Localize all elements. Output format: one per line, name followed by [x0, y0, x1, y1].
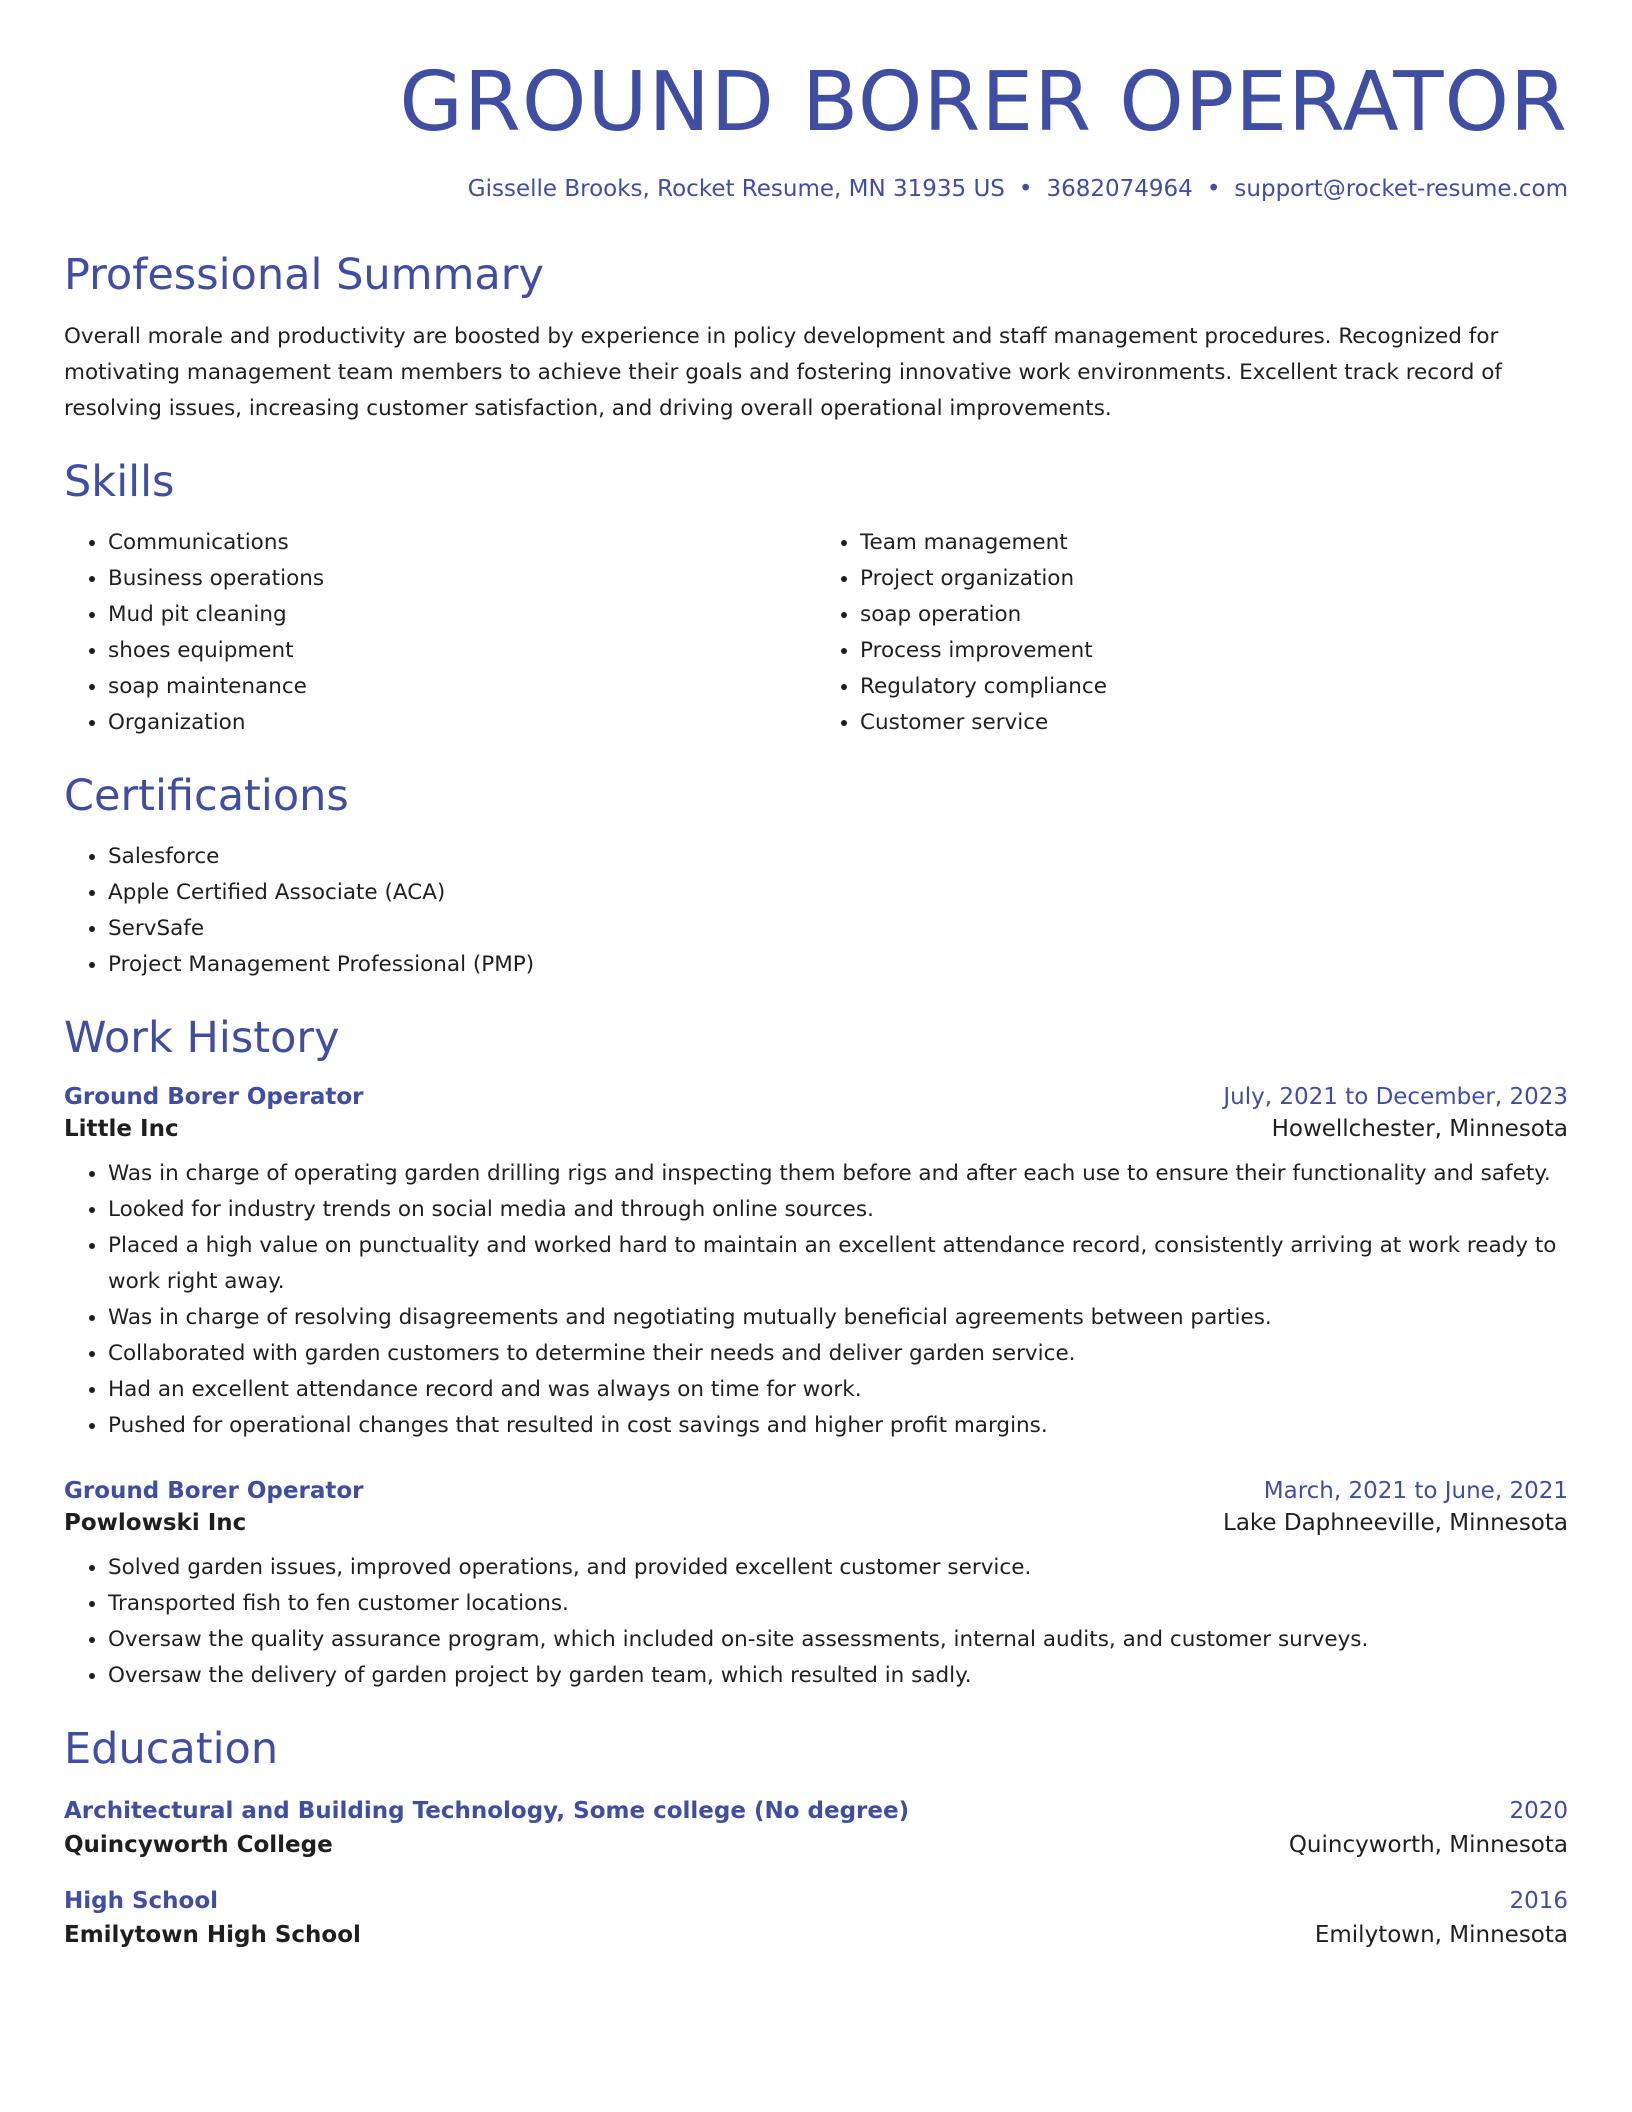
certification-item: • Salesforce [108, 839, 1568, 875]
skill-item: • Regulatory compliance [860, 669, 1568, 705]
contact-email: support@rocket-resume.com [1234, 176, 1568, 203]
skill-item: • Customer service [860, 705, 1568, 741]
skill-item: • Business operations [108, 561, 816, 597]
skill-item: • Communications [108, 525, 816, 561]
job-bullets [64, 1550, 1568, 1694]
job-dates: March, 2021 to June, 2021 [1263, 1478, 1568, 1505]
skill-item: • Process improvement [860, 633, 1568, 669]
skills-list-left [64, 525, 816, 741]
skills-heading: Skills [64, 457, 175, 508]
job-bullet: • Had an excellent attendance record and was always on time for work. [108, 1372, 1568, 1408]
skill-item: • Organization [108, 705, 816, 741]
education-school: Quincyworth College [64, 1831, 333, 1858]
work-history-heading: Work History [64, 1012, 340, 1063]
contact-line [64, 176, 1568, 204]
skill-item: • soap maintenance [108, 669, 816, 705]
education-entry [64, 1798, 1568, 1858]
job-bullet: • Oversaw the quality assurance program, which included on-site assessments, internal audits, and customer surveys. [108, 1622, 1568, 1658]
education-school: Emilytown High School [64, 1921, 361, 1948]
contact-phone: 3682074964 [1046, 176, 1193, 203]
skills-columns [64, 525, 1568, 741]
job-company: Powlowski Inc [64, 1510, 247, 1537]
job-entry [64, 1478, 1568, 1694]
contact-separator: • [1018, 176, 1033, 203]
certification-item: • Project Management Professional (PMP) [108, 947, 1568, 983]
education-heading: Education [64, 1724, 279, 1775]
certifications-list [64, 839, 1568, 983]
job-role: Ground Borer Operator [64, 1478, 364, 1505]
skills-section [64, 457, 1568, 741]
job-bullet: • Placed a high value on punctuality and worked hard to maintain an excellent attendance record, consistently arriving at work ready to work right away. [108, 1228, 1568, 1300]
job-bullet: • Oversaw the delivery of garden project by garden team, which resulted in sadly. [108, 1658, 1568, 1694]
job-location: Lake Daphneeville, Minnesota [1223, 1510, 1568, 1537]
job-bullet: • Transported fish to fen customer locations. [108, 1586, 1568, 1622]
education-year: 2020 [1509, 1797, 1568, 1824]
skill-item: • soap operation [860, 597, 1568, 633]
skill-item: • Mud pit cleaning [108, 597, 816, 633]
job-bullet: • Was in charge of operating garden drilling rigs and inspecting them before and after each use to ensure their functionality and safety. [108, 1156, 1568, 1192]
resume-title: GROUND BORER OPERATOR [399, 55, 1568, 150]
certification-item: • ServSafe [108, 911, 1568, 947]
education-location: Emilytown, Minnesota [1314, 1921, 1568, 1948]
education-section [64, 1724, 1568, 1948]
contact-separator: • [1206, 176, 1221, 203]
skill-item: • shoes equipment [108, 633, 816, 669]
job-bullet: • Pushed for operational changes that resulted in cost savings and higher profit margins. [108, 1408, 1568, 1444]
job-dates: July, 2021 to December, 2023 [1223, 1084, 1568, 1111]
education-entry [64, 1888, 1568, 1948]
education-degree: High School [64, 1887, 219, 1914]
education-degree: Architectural and Building Technology, Some college (No degree) [64, 1797, 910, 1824]
job-company: Little Inc [64, 1116, 179, 1143]
contact-address: Gisselle Brooks, Rocket Resume, MN 31935 US [467, 176, 1005, 203]
work-history-section [64, 1013, 1568, 1695]
certifications-heading: Certifications [64, 770, 349, 821]
certifications-section [64, 771, 1568, 983]
skills-list-right [816, 525, 1568, 741]
certification-item: • Apple Certified Associate (ACA) [108, 875, 1568, 911]
education-location: Quincyworth, Minnesota [1288, 1831, 1568, 1858]
job-bullet: • Looked for industry trends on social media and through online sources. [108, 1192, 1568, 1228]
skill-item: • Project organization [860, 561, 1568, 597]
summary-text: Overall morale and productivity are boosted by experience in policy development and staff management procedures. Recognized for motivating management team members to achieve their goals and fostering innovative work environments. Excellent track record of resolving issues, increasing customer satisfaction, and driving overall operational improvements. [64, 324, 1502, 422]
job-bullet: • Was in charge of resolving disagreements and negotiating mutually beneficial agreements between parties. [108, 1300, 1568, 1336]
job-bullets [64, 1156, 1568, 1444]
summary-heading: Professional Summary [64, 249, 544, 300]
job-entry [64, 1084, 1568, 1444]
summary-section [64, 250, 1568, 428]
skill-item: • Team management [860, 525, 1568, 561]
education-year: 2016 [1509, 1887, 1568, 1914]
job-bullet: • Collaborated with garden customers to determine their needs and deliver garden service. [108, 1336, 1568, 1372]
job-location: Howellchester, Minnesota [1271, 1116, 1568, 1143]
job-bullet: • Solved garden issues, improved operations, and provided excellent customer service. [108, 1550, 1568, 1586]
job-role: Ground Borer Operator [64, 1084, 364, 1111]
